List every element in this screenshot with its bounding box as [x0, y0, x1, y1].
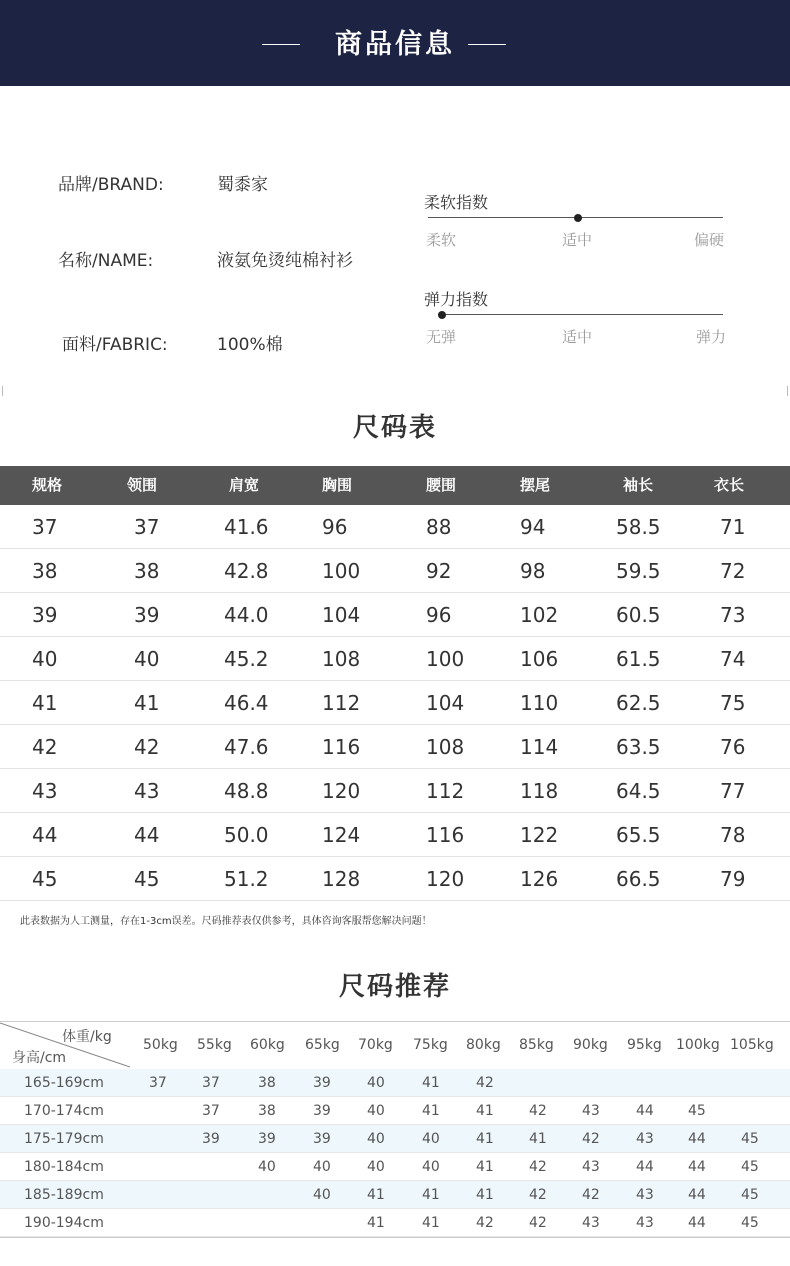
size-cell: 108 — [426, 735, 465, 759]
recommend-size-cell: 43 — [582, 1215, 600, 1231]
recommend-size-cell: 40 — [422, 1131, 440, 1147]
recommend-size-cell: 43 — [636, 1187, 654, 1203]
size-chart-title: 尺码表 — [352, 413, 437, 443]
size-cell: 118 — [520, 779, 559, 803]
size-chart-header — [0, 466, 790, 505]
section-divider-left — [2, 386, 3, 396]
size-cell: 41 — [134, 691, 160, 715]
size-cell: 108 — [322, 647, 361, 671]
weight-header-cell: 70kg — [358, 1037, 393, 1053]
size-cell: 43 — [134, 779, 160, 803]
elasticity-title: 弹力指数 — [424, 290, 489, 309]
size-cell: 79 — [720, 867, 746, 891]
size-cell: 39 — [32, 603, 58, 627]
size-cell: 75 — [720, 691, 746, 715]
size-cell: 63.5 — [616, 735, 661, 759]
recommend-size-cell: 43 — [582, 1159, 600, 1175]
size-cell: 116 — [426, 823, 465, 847]
size-cell: 124 — [322, 823, 361, 847]
size-cell: 106 — [520, 647, 559, 671]
size-cell: 72 — [720, 559, 746, 583]
recommend-size-cell: 43 — [636, 1131, 654, 1147]
size-cell: 96 — [426, 603, 452, 627]
size-header-cell: 摆尾 — [520, 476, 551, 494]
recommend-size-cell: 41 — [476, 1187, 494, 1203]
weight-header-cell: 80kg — [466, 1037, 501, 1053]
size-row — [0, 593, 790, 637]
size-cell: 126 — [520, 867, 559, 891]
recommend-size-cell: 43 — [582, 1103, 600, 1119]
recommend-size-cell: 45 — [741, 1215, 759, 1231]
height-range-cell: 190-194cm — [24, 1215, 104, 1231]
recommend-size-cell: 40 — [367, 1103, 385, 1119]
size-cell: 128 — [322, 867, 361, 891]
size-cell: 98 — [520, 559, 546, 583]
recommend-size-cell: 44 — [688, 1215, 706, 1231]
recommend-row — [0, 1181, 790, 1209]
brand-value: 蜀黍家 — [217, 175, 268, 195]
size-row — [0, 549, 790, 593]
name-value: 液氨免烫纯棉衬衫 — [217, 251, 353, 271]
weight-header-cell: 95kg — [627, 1037, 662, 1053]
weight-header-cell: 105kg — [730, 1037, 774, 1053]
banner-right-rule — [468, 44, 506, 45]
size-cell: 77 — [720, 779, 746, 803]
recommend-row — [0, 1209, 790, 1237]
size-row — [0, 637, 790, 681]
corner-cell — [0, 1021, 132, 1069]
size-cell: 38 — [134, 559, 160, 583]
elasticity-tick-mid: 适中 — [562, 328, 593, 346]
recommend-size-cell: 41 — [422, 1215, 440, 1231]
size-header-cell: 衣长 — [714, 476, 745, 494]
recommend-size-cell: 39 — [313, 1075, 331, 1091]
recommend-title: 尺码推荐 — [338, 972, 451, 1002]
recommend-size-cell: 42 — [582, 1131, 600, 1147]
recommend-size-cell: 41 — [422, 1075, 440, 1091]
recommend-size-cell: 41 — [529, 1131, 547, 1147]
size-cell: 59.5 — [616, 559, 661, 583]
recommend-size-cell: 42 — [476, 1215, 494, 1231]
size-cell: 104 — [426, 691, 465, 715]
size-row — [0, 505, 790, 549]
recommend-size-cell: 42 — [476, 1075, 494, 1091]
size-cell: 40 — [32, 647, 58, 671]
size-header-cell: 规格 — [32, 476, 63, 494]
recommend-size-cell: 41 — [476, 1159, 494, 1175]
section-divider-right — [787, 386, 788, 396]
size-header-cell: 腰围 — [426, 476, 457, 494]
size-cell: 51.2 — [224, 867, 269, 891]
size-cell: 100 — [426, 647, 465, 671]
recommend-size-cell: 44 — [636, 1159, 654, 1175]
size-cell: 46.4 — [224, 691, 269, 715]
size-cell: 73 — [720, 603, 746, 627]
recommend-size-cell: 42 — [529, 1103, 547, 1119]
softness-tick-high: 偏硬 — [694, 231, 725, 249]
size-cell: 37 — [32, 515, 58, 539]
size-cell: 60.5 — [616, 603, 661, 627]
recommend-size-cell: 43 — [636, 1215, 654, 1231]
recommend-size-cell: 40 — [367, 1159, 385, 1175]
size-row — [0, 769, 790, 813]
recommend-size-cell: 41 — [422, 1103, 440, 1119]
weight-header-cell: 100kg — [676, 1037, 720, 1053]
size-cell: 45 — [134, 867, 160, 891]
corner-height-label: 身高/cm — [12, 1050, 67, 1066]
size-cell: 47.6 — [224, 735, 269, 759]
elasticity-tick-low: 无弹 — [426, 328, 457, 346]
size-cell: 71 — [720, 515, 746, 539]
elasticity-tick-high: 弹力 — [696, 328, 727, 346]
height-range-cell: 185-189cm — [24, 1187, 104, 1203]
brand-label: 品牌/BRAND: — [58, 175, 164, 195]
recommend-row — [0, 1153, 790, 1181]
weight-header-cell: 50kg — [143, 1037, 178, 1053]
recommend-row — [0, 1097, 790, 1125]
recommend-size-cell: 44 — [688, 1159, 706, 1175]
weight-header-cell: 75kg — [413, 1037, 448, 1053]
weight-header-cell: 60kg — [250, 1037, 285, 1053]
size-cell: 44 — [134, 823, 160, 847]
size-cell: 45 — [32, 867, 58, 891]
size-cell: 40 — [134, 647, 160, 671]
size-cell: 65.5 — [616, 823, 661, 847]
size-cell: 104 — [322, 603, 361, 627]
recommend-size-cell: 40 — [258, 1159, 276, 1175]
size-row — [0, 813, 790, 857]
size-cell: 62.5 — [616, 691, 661, 715]
recommend-size-cell: 39 — [313, 1131, 331, 1147]
recommend-size-cell: 37 — [149, 1075, 167, 1091]
size-cell: 42.8 — [224, 559, 269, 583]
weight-header-cell: 65kg — [305, 1037, 340, 1053]
size-cell: 116 — [322, 735, 361, 759]
size-cell: 76 — [720, 735, 746, 759]
fabric-label: 面料/FABRIC: — [62, 335, 168, 355]
recommend-size-cell: 40 — [313, 1159, 331, 1175]
recommend-size-cell: 42 — [529, 1159, 547, 1175]
size-cell: 66.5 — [616, 867, 661, 891]
recommend-size-cell: 44 — [636, 1103, 654, 1119]
size-chart-note: 此表数据为人工测量，存在1-3cm误差。尺码推荐表仅供参考，具体咨询客服帮您解决问题！ — [20, 916, 432, 927]
height-range-cell: 165-169cm — [24, 1075, 104, 1091]
size-cell: 112 — [426, 779, 465, 803]
size-cell: 43 — [32, 779, 58, 803]
size-cell: 120 — [322, 779, 361, 803]
size-cell: 92 — [426, 559, 452, 583]
size-cell: 50.0 — [224, 823, 269, 847]
softness-level-dot — [574, 214, 582, 222]
softness-title: 柔软指数 — [424, 193, 489, 212]
weight-header-cell: 90kg — [573, 1037, 608, 1053]
size-cell: 41.6 — [224, 515, 269, 539]
size-cell: 114 — [520, 735, 559, 759]
recommend-size-cell: 40 — [367, 1075, 385, 1091]
size-cell: 74 — [720, 647, 746, 671]
recommend-size-cell: 41 — [367, 1215, 385, 1231]
size-cell: 58.5 — [616, 515, 661, 539]
height-range-cell: 175-179cm — [24, 1131, 104, 1147]
recommend-size-cell: 38 — [258, 1103, 276, 1119]
size-header-cell: 胸围 — [322, 476, 353, 494]
size-cell: 39 — [134, 603, 160, 627]
corner-weight-label: 体重/kg — [62, 1029, 112, 1045]
size-cell: 44.0 — [224, 603, 269, 627]
recommend-size-cell: 41 — [476, 1103, 494, 1119]
weight-header-cell: 85kg — [519, 1037, 554, 1053]
recommend-size-cell: 39 — [258, 1131, 276, 1147]
elasticity-scale-line — [438, 314, 723, 315]
recommend-size-cell: 39 — [202, 1131, 220, 1147]
recommend-size-cell: 41 — [367, 1187, 385, 1203]
recommend-size-cell: 37 — [202, 1075, 220, 1091]
size-header-cell: 袖长 — [623, 476, 654, 494]
size-row — [0, 725, 790, 769]
recommend-size-cell: 45 — [741, 1131, 759, 1147]
softness-tick-low: 柔软 — [426, 231, 457, 249]
size-cell: 38 — [32, 559, 58, 583]
size-header-cell: 肩宽 — [229, 476, 260, 494]
recommend-size-cell: 39 — [313, 1103, 331, 1119]
recommend-size-cell: 45 — [688, 1103, 706, 1119]
size-cell: 64.5 — [616, 779, 661, 803]
recommend-size-cell: 45 — [741, 1159, 759, 1175]
recommend-row — [0, 1069, 790, 1097]
size-cell: 78 — [720, 823, 746, 847]
recommend-size-cell: 42 — [529, 1187, 547, 1203]
weight-header-cell: 55kg — [197, 1037, 232, 1053]
recommend-size-cell: 37 — [202, 1103, 220, 1119]
recommend-row — [0, 1125, 790, 1153]
size-cell: 120 — [426, 867, 465, 891]
size-cell: 122 — [520, 823, 559, 847]
size-row — [0, 681, 790, 725]
recommend-size-cell: 44 — [688, 1187, 706, 1203]
height-range-cell: 180-184cm — [24, 1159, 104, 1175]
recommend-size-cell: 42 — [582, 1187, 600, 1203]
size-cell: 110 — [520, 691, 559, 715]
size-header-cell: 领围 — [127, 476, 158, 494]
fabric-value: 100%棉 — [217, 335, 283, 355]
size-cell: 96 — [322, 515, 348, 539]
size-cell: 45.2 — [224, 647, 269, 671]
banner-title: 商品信息 — [335, 29, 455, 60]
recommend-header — [0, 1021, 790, 1069]
size-cell: 102 — [520, 603, 559, 627]
recommend-table — [0, 1021, 790, 1238]
size-row — [0, 857, 790, 901]
recommend-size-cell: 41 — [422, 1187, 440, 1203]
recommend-size-cell: 40 — [367, 1131, 385, 1147]
size-cell: 94 — [520, 515, 546, 539]
recommend-size-cell: 40 — [422, 1159, 440, 1175]
size-cell: 88 — [426, 515, 452, 539]
name-label: 名称/NAME: — [58, 251, 154, 271]
recommend-size-cell: 42 — [529, 1215, 547, 1231]
recommend-size-cell: 45 — [741, 1187, 759, 1203]
size-cell: 48.8 — [224, 779, 269, 803]
recommend-size-cell: 41 — [476, 1131, 494, 1147]
size-cell: 37 — [134, 515, 160, 539]
recommend-size-cell: 40 — [313, 1187, 331, 1203]
elasticity-level-dot — [438, 311, 446, 319]
size-cell: 61.5 — [616, 647, 661, 671]
size-cell: 100 — [322, 559, 361, 583]
size-cell: 42 — [32, 735, 58, 759]
recommend-size-cell: 44 — [688, 1131, 706, 1147]
size-cell: 112 — [322, 691, 361, 715]
softness-tick-mid: 适中 — [562, 231, 593, 249]
size-cell: 44 — [32, 823, 58, 847]
size-cell: 42 — [134, 735, 160, 759]
size-cell: 41 — [32, 691, 58, 715]
height-range-cell: 170-174cm — [24, 1103, 104, 1119]
recommend-size-cell: 38 — [258, 1075, 276, 1091]
